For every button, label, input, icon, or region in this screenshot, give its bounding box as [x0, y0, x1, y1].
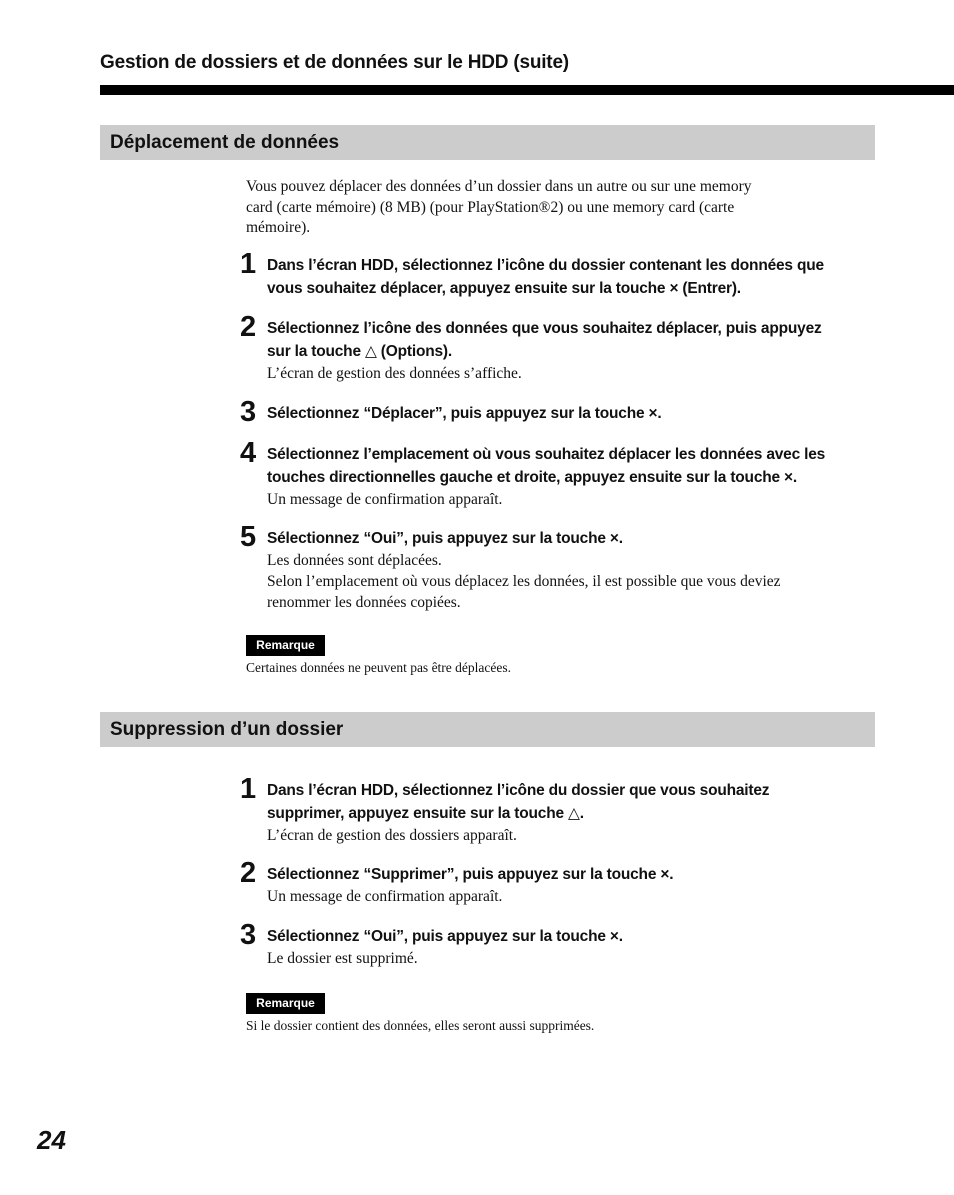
instruction-line: Dans l’écran HDD, sélectionnez l’icône du dossier que vous souhaitez: [267, 782, 770, 799]
step-note: L’écran de gestion des données s’affiche.: [267, 365, 522, 382]
section-intro: [246, 177, 871, 239]
step-3: [240, 396, 876, 428]
step-instruction: [267, 443, 876, 489]
step-number: 1: [240, 773, 257, 805]
step-1: [240, 248, 876, 300]
step-instruction: [267, 527, 876, 550]
step-number: 4: [240, 437, 257, 469]
step-instruction: [267, 402, 876, 425]
page-number: 24: [37, 1125, 66, 1155]
instruction-line: Sélectionnez l’emplacement où vous souhaitez déplacer les données avec les: [267, 446, 826, 463]
instruction-line: sur la touche △ (Options).: [267, 343, 452, 360]
remark-badge: Remarque: [246, 993, 325, 1014]
section-heading-move-data: Déplacement de données: [100, 125, 875, 160]
step-instruction: [267, 779, 876, 825]
step-4: [240, 437, 876, 510]
intro-line: card (carte mémoire) (8 MB) (pour PlayStation®2) ou une memory card (carte: [246, 198, 735, 216]
header-rule: [100, 85, 954, 95]
step-instruction: [267, 925, 876, 948]
instruction-line: vous souhaitez déplacer, appuyez ensuite sur la touche × (Entrer).: [267, 280, 741, 297]
instruction-line: Sélectionnez “Oui”, puis appuyez sur la touche ×.: [267, 928, 623, 945]
step-note: [267, 550, 876, 613]
step-number: 5: [240, 521, 257, 553]
instruction-line: supprimer, appuyez ensuite sur la touche △.: [267, 805, 584, 822]
step-number: 3: [240, 919, 257, 951]
instruction-line: touches directionnelles gauche et droite, appuyez ensuite sur la touche ×.: [267, 469, 797, 486]
step-note: Un message de confirmation apparaît.: [267, 491, 503, 508]
note-line: Les données sont déplacées.: [267, 552, 442, 569]
note-line: renommer les données copiées.: [267, 594, 461, 611]
step-note: Le dossier est supprimé.: [267, 950, 418, 967]
step-number: 2: [240, 311, 257, 343]
step-number: 3: [240, 396, 257, 428]
step-5: [240, 521, 876, 613]
page-header-title: Gestion de dossiers et de données sur le HDD (suite): [100, 52, 569, 73]
step-instruction: [267, 254, 876, 300]
step-instruction: [267, 317, 876, 363]
section-heading-delete-folder: Suppression d’un dossier: [100, 712, 875, 747]
instruction-line: Dans l’écran HDD, sélectionnez l’icône du dossier contenant les données que: [267, 257, 824, 274]
step-1: [240, 773, 876, 846]
step-number: 2: [240, 857, 257, 889]
step-note: L’écran de gestion des dossiers apparaît.: [267, 827, 517, 844]
intro-line: mémoire).: [246, 219, 311, 236]
step-note: Un message de confirmation apparaît.: [267, 888, 503, 905]
instruction-line: Sélectionnez “Supprimer”, puis appuyez sur la touche ×.: [267, 866, 674, 883]
note-line: Selon l’emplacement où vous déplacez les données, il est possible que vous deviez: [267, 573, 781, 590]
step-2: [240, 311, 876, 384]
step-3: [240, 919, 876, 969]
instruction-line: Sélectionnez “Oui”, puis appuyez sur la touche ×.: [267, 530, 623, 547]
remark-text: Si le dossier contient des données, elles seront aussi supprimées.: [246, 1018, 595, 1033]
intro-line: Vous pouvez déplacer des données d’un dossier dans un autre ou sur une memory: [246, 178, 752, 195]
instruction-line: Sélectionnez “Déplacer”, puis appuyez sur la touche ×.: [267, 405, 662, 422]
step-number: 1: [240, 248, 257, 280]
remark-badge: Remarque: [246, 635, 325, 656]
remark-text: Certaines données ne peuvent pas être déplacées.: [246, 660, 512, 675]
step-instruction: [267, 863, 876, 886]
instruction-line: Sélectionnez l’icône des données que vous souhaitez déplacer, puis appuyez: [267, 320, 822, 337]
step-2: [240, 857, 876, 907]
